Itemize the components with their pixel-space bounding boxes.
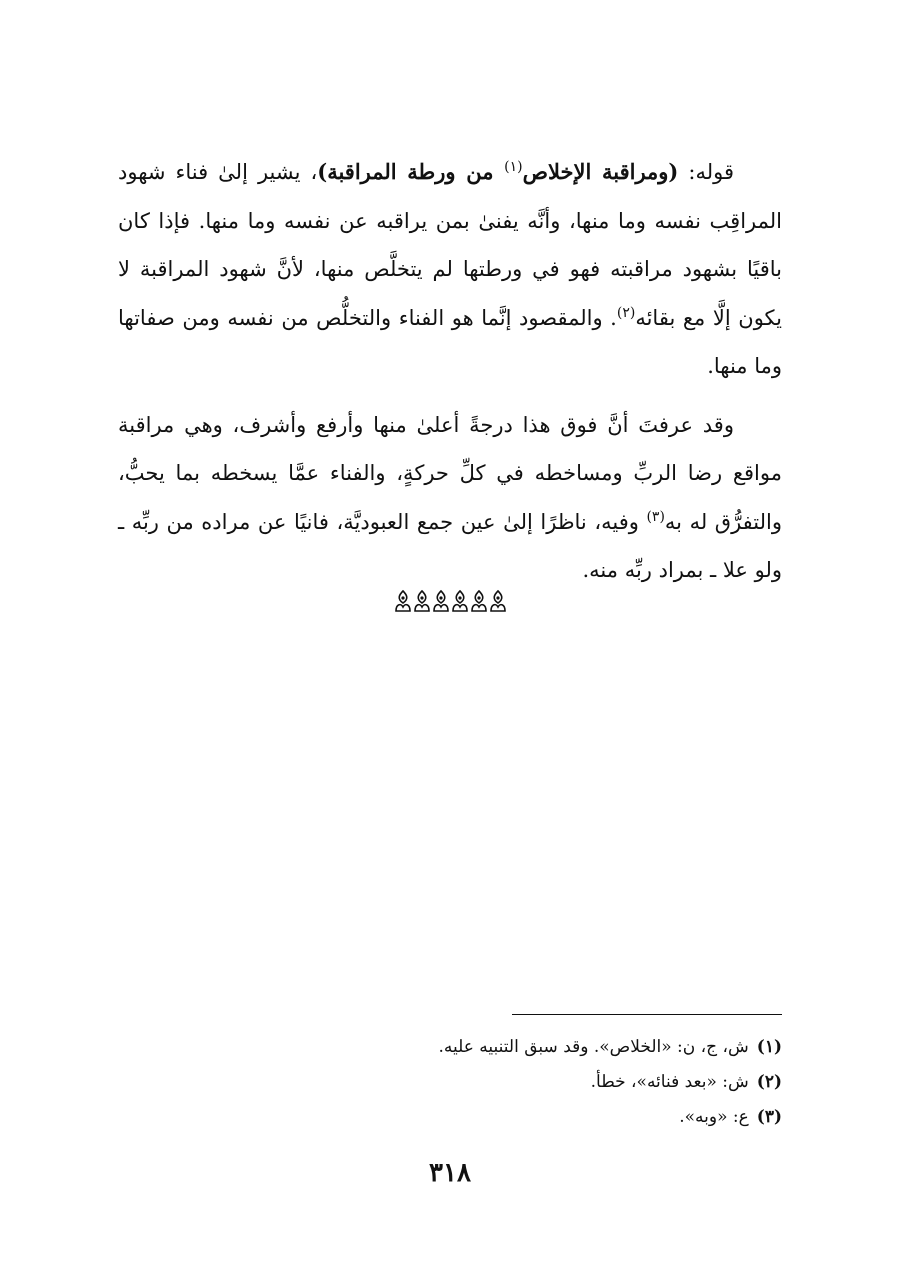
footnote-2-text: ش: «بعد فنائه»، خطأ. <box>590 1072 749 1092</box>
p1-text-2: . والمقصود إنَّما هو الفناء والتخلُّص من نفسه ومن صفاتها وما منها. <box>118 305 782 378</box>
p1-lead: قوله: <box>678 160 735 184</box>
footnote-3 <box>300 1100 782 1135</box>
p1-quote-end: من ورطة المراقبة) <box>317 159 505 184</box>
floral-motif-icon <box>489 589 507 613</box>
main-text <box>118 148 782 595</box>
p2-text-1: وقد عرفتَ أنَّ فوق هذا درجةً أعلىٰ منها وأرفع وأشرف، وهي مراقبة مواقع رضا الربِّ ومساخطه في كلِّ حركةٍ، والفناء عمَّا يسخطه بما يحبُّ، والتفرُّق له به <box>118 412 782 534</box>
footnote-1-text: ش، ج، ن: «الخلاص». وقد سبق التنبيه عليه. <box>438 1037 749 1057</box>
footnote-ref-1: (١) <box>504 159 523 175</box>
page-number: ٣١٨ <box>429 1158 471 1188</box>
footnote-ref-3: (٣) <box>646 508 665 525</box>
p1-quote: (ومراقبة الإخلاص <box>522 159 679 184</box>
footnote-2 <box>300 1065 782 1100</box>
footnote-3-number: (٣) <box>756 1107 782 1127</box>
p2-text-2: وفيه، ناظرًا إلىٰ عين جمع العبوديَّة، فانيًا عن مراده من ربِّه ـ ولو علا ـ بمراد ربِّه منه. <box>118 509 782 582</box>
footnote-2-number: (٢) <box>756 1072 782 1092</box>
p1-text-1: ، يشير إلىٰ فناء شهود المراقِب نفسه وما منها، وأنَّه يفنىٰ بمن يراقبه عن نفسه وما منها. فإذا كان باقيًا بشهود مراقبته فهو في ورطتها لم يتخلَّص منها، لأنَّ شهود المراقبة لا يكون إلَّا مع بقائه <box>118 160 782 330</box>
floral-motif-icon <box>413 589 431 613</box>
footnote-1 <box>300 1030 782 1065</box>
floral-motif-icon <box>394 589 412 613</box>
footnote-3-text: ع: «وبه». <box>679 1107 749 1127</box>
floral-motif-icon <box>470 589 488 613</box>
paragraph-2 <box>118 401 782 595</box>
floral-motif-icon <box>451 589 469 613</box>
floral-motif-icon <box>432 589 450 613</box>
footnote-1-number: (١) <box>756 1037 782 1057</box>
paragraph-1 <box>118 148 782 391</box>
floral-divider-icon <box>390 586 510 616</box>
footnote-divider <box>512 1014 782 1015</box>
footnote-ref-2: (٢) <box>616 304 636 321</box>
footnotes <box>300 1030 782 1135</box>
